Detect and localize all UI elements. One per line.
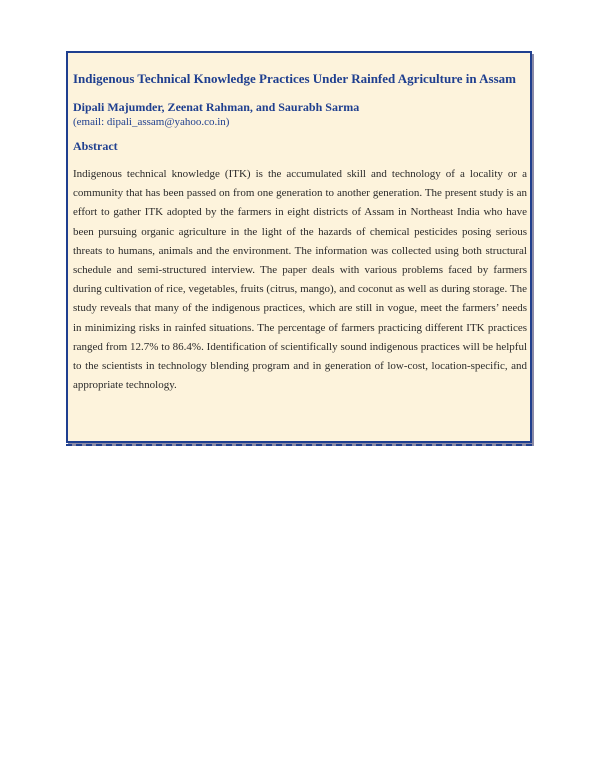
author-list: Dipali Majumder, Zeenat Rahman, and Saurabh Sarma bbox=[73, 100, 360, 114]
author-email: (email: dipali_assam@yahoo.co.in) bbox=[73, 116, 230, 128]
abstract-body: Indigenous technical knowledge (ITK) is the accumulated skill and technology of a locality or a community that has been passed on from one generation to another generation. The present study is an effort to gather ITK adopted by the farmers in eight districts of Assam in Northeast India who have been pursuing organic agriculture in the light of the hazards of chemical pesticides posing serious threats to humans, animals and the environment. The information was collected using both structural schedule and semi-structured interview. The paper deals with various problems faced by farmers during cultivation of rice, vegetables, fruits (citrus, mango), and coconut as well as during storage. The study reveals that many of the indigenous practices, which are still in vogue, meet the farmers’ needs in minimizing risks in rainfed situations. The percentage of farmers practicing different ITK practices ranged from 12.7% to 86.4%. Identification of scientifically sound indigenous practices will be helpful to the scientists in technology blending program and in generation of low-cost, location-specific, and appropriate technology. bbox=[73, 168, 527, 392]
abstract-heading: Abstract bbox=[73, 139, 118, 153]
paper-title: Indigenous Technical Knowledge Practices Under Rainfed Agriculture in Assam bbox=[73, 71, 516, 86]
abstract-box bbox=[66, 51, 532, 443]
